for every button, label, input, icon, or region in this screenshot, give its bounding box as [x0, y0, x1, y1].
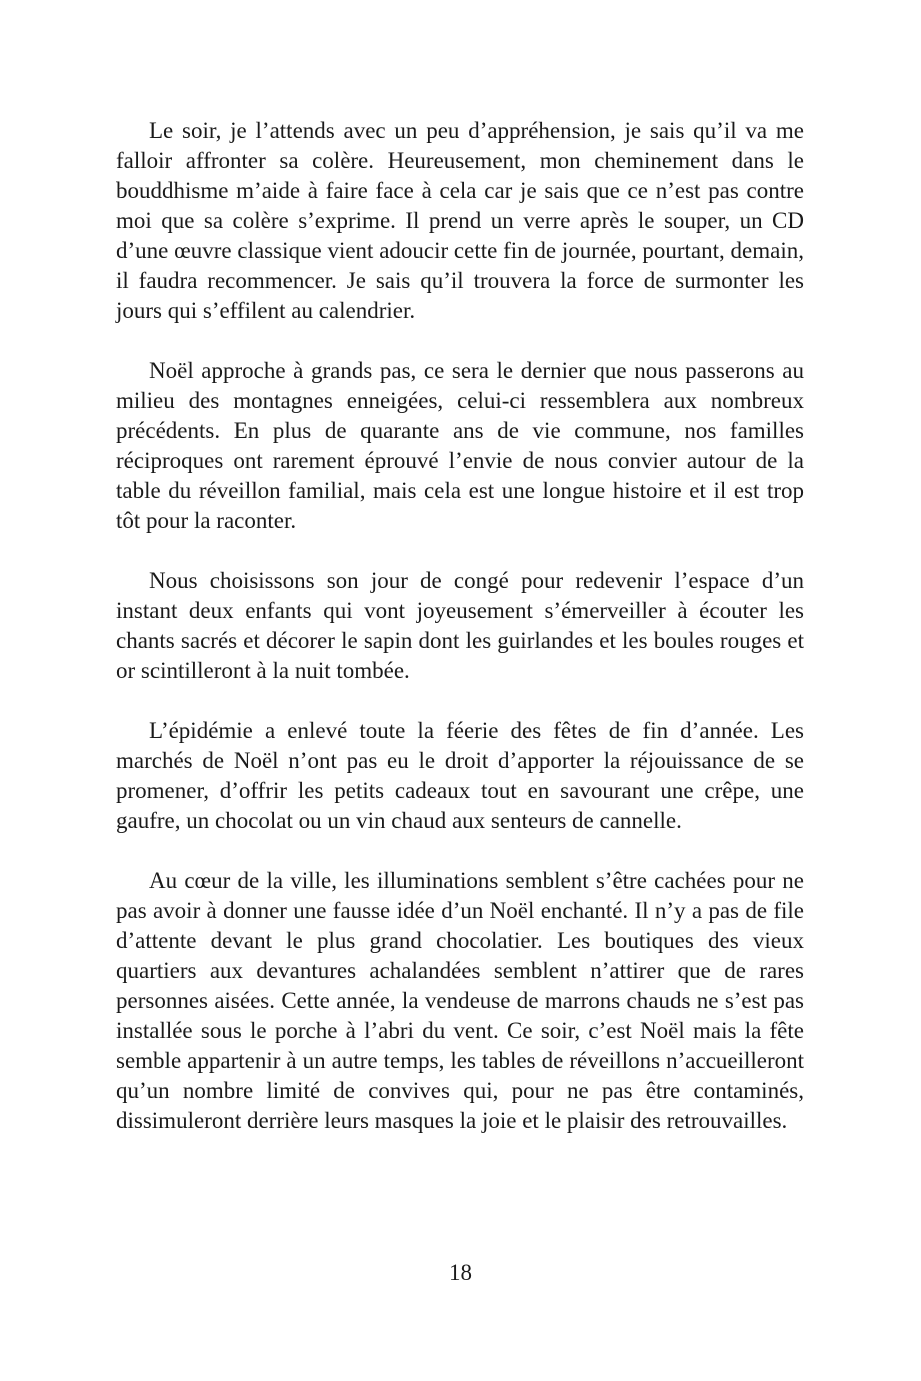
- paragraph: Au cœur de la ville, les illuminations semblent s’être cachées pour ne pas avoir à donner une fausse idée d’un Noël enchanté. Il n’y a pas de file d’attente devant le plus grand chocolatier. Les boutiques des vieux quartiers aux devantures achalandées semblent n’attirer que de rares personnes aisées. Cette année, la vendeuse de marrons chauds ne s’est pas installée sous le porche à l’abri du vent. Ce soir, c’est Noël mais la fête semble appartenir à un autre temps, les tables de réveillons n’accueilleront qu’un nombre limité de convives qui, pour ne pas être contaminés, dissimuleront derrière leurs masques la joie et le plaisir des retrouvailles.: [116, 868, 804, 1133]
- paragraph: Noël approche à grands pas, ce sera le dernier que nous passerons au milieu des montagnes enneigées, celui-ci ressemblera aux nombreux précédents. En plus de quarante ans de vie commune, nos familles réciproques ont rarement éprouvé l’envie de nous convier autour de la table du réveillon familial, mais cela est une longue histoire et il est trop tôt pour la raconter.: [116, 358, 804, 533]
- body-text: [116, 116, 804, 1166]
- page-number: 18: [449, 1260, 472, 1285]
- paragraph: Le soir, je l’attends avec un peu d’appréhension, je sais qu’il va me falloir affronter sa colère. Heureusement, mon cheminement dans le bouddhisme m’aide à faire face à cela car je sais que ce n’est pas contre moi que sa colère s’exprime. Il prend un verre après le souper, un CD d’une œuvre classique vient adoucir cette fin de journée, pourtant, demain, il faudra recommencer. Je sais qu’il trouvera la force de surmonter les jours qui s’effilent au calendrier.: [116, 118, 804, 323]
- paragraph: Nous choisissons son jour de congé pour redevenir l’espace d’un instant deux enfants qui vont joyeusement s’émerveiller à écouter les chants sacrés et décorer le sapin dont les guirlandes et les boules rouges et or scintilleront à la nuit tombée.: [116, 568, 804, 683]
- paragraph: L’épidémie a enlevé toute la féerie des fêtes de fin d’année. Les marchés de Noël n’ont pas eu le droit d’apporter la réjouissance de se promener, d’offrir les petits cadeaux tout en savourant une crêpe, une gaufre, un chocolat ou un vin chaud aux senteurs de cannelle.: [116, 718, 804, 833]
